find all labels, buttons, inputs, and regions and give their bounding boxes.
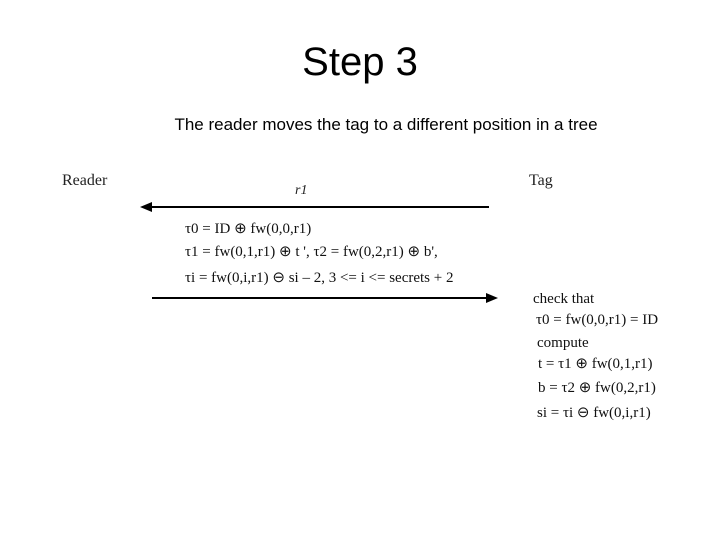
slide-subtitle: The reader moves the tag to a different position in a tree	[174, 115, 598, 134]
reader-label: Reader	[62, 172, 108, 189]
tag-step-compute-si: si = τi ⊖ fw(0,i,r1)	[537, 405, 651, 421]
tag-step-compute: compute	[537, 335, 589, 351]
message-label-r1: r1	[295, 183, 308, 198]
tag-step-compute-b: b = τ2 ⊕ fw(0,2,r1)	[538, 380, 656, 396]
arrow-tag-to-reader	[140, 202, 489, 212]
tag-step-check-that: check that	[533, 291, 595, 307]
reader-formula-taui: τi = fw(0,i,r1) ⊖ si – 2, 3 <= i <= secrets + 2	[185, 270, 454, 286]
tag-step-compute-t: t = τ1 ⊕ fw(0,1,r1)	[538, 356, 653, 372]
reader-formula-tau0: τ0 = ID ⊕ fw(0,0,r1)	[185, 221, 312, 237]
tag-label: Tag	[529, 172, 553, 189]
slide-title: Step 3	[302, 40, 418, 84]
arrow-reader-to-tag	[152, 293, 498, 303]
tag-step-check-formula: τ0 = fw(0,0,r1) = ID	[536, 312, 659, 328]
reader-formula-tau1-tau2: τ1 = fw(0,1,r1) ⊕ t ', τ2 = fw(0,2,r1) ⊕ b',	[185, 244, 438, 260]
